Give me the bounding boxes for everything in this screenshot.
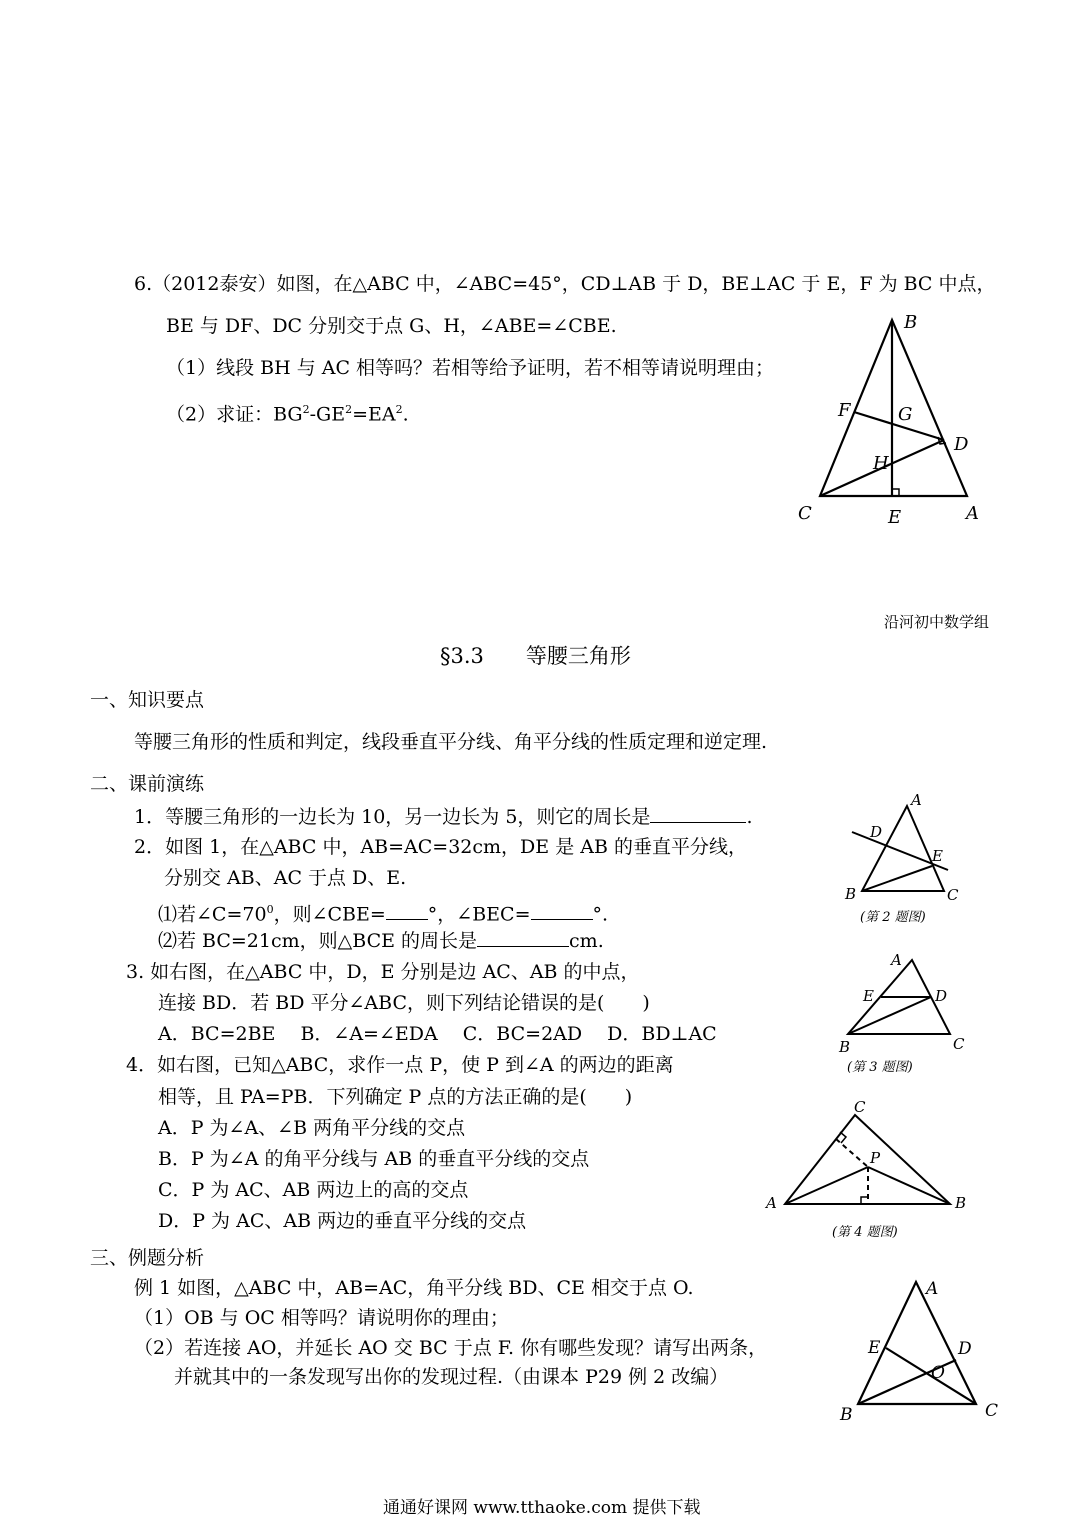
part2-q4-option-a: A．P 为∠A、∠B 两角平分线的交点 — [158, 1117, 466, 1139]
part2-q3-line1: 3. 如右图，在△ABC 中，D，E 分别是边 AC、AB 的中点， — [126, 961, 640, 983]
footer: 通通好课网 www.tthaoke.com 提供下载 — [383, 1498, 701, 1518]
q1-answer-blank — [650, 804, 746, 823]
problem6-q2: （2）求证：$BG^2-GE^2=EA^2$. — [166, 403, 409, 426]
problem6-line1: 6.（2012泰安）如图，在△ABC 中，∠ABC=45°，CD⊥AB 于 D，BE⊥AC 于 E，F 为 BC 中点， — [134, 273, 996, 295]
part2-q2-sub1: ⑴若$\angle C=70^0$，则∠CBE= °，∠BEC= °. — [158, 903, 609, 926]
part2-q2-line2: 分别交 AB、AC 于点 D、E. — [164, 867, 407, 889]
part2-q4-option-b: B．P 为∠A 的角平分线与 AB 的垂直平分线的交点 — [158, 1148, 590, 1170]
fig6-label-c: C — [798, 503, 812, 524]
part3-q2-line2: 并就其中的一条发现写出你的发现过程.（由课本 P29 例 2 改编） — [174, 1366, 729, 1388]
problem6-figure — [790, 310, 990, 530]
fig6-label-a: A — [966, 503, 979, 524]
fig4-label-a: A — [766, 1194, 777, 1212]
problem6-q1: （1）线段 BH 与 AC 相等吗？若相等给予证明，若不相等请说明理由； — [166, 357, 775, 379]
section-title: §3.3 等腰三角形 — [440, 644, 631, 668]
part2-q4-option-d: D．P 为 AC、AB 两边的垂直平分线的交点 — [158, 1210, 527, 1232]
bec-blank — [531, 901, 593, 920]
fig3-label-b: B — [839, 1038, 851, 1056]
part3-heading: 三、例题分析 — [90, 1247, 205, 1269]
perimeter-blank — [477, 928, 569, 947]
fig4-label-c: C — [854, 1098, 866, 1116]
problem6-line2: BE 与 DF、DC 分别交于点 G、H，∠ABE=∠CBE. — [166, 315, 617, 337]
fig6-label-d: D — [954, 434, 969, 455]
example1-figure — [830, 1270, 1010, 1430]
figure-q4 — [760, 1095, 975, 1245]
part3-q1: （1）OB 与 OC 相等吗？请说明你的理由； — [134, 1307, 509, 1329]
fig2-label-b: B — [845, 885, 857, 903]
part2-heading: 二、课前演练 — [90, 773, 205, 795]
fig2-label-a: A — [911, 791, 922, 809]
fig3-label-d: D — [935, 987, 948, 1005]
part2-q2-line1: 2．如图 1，在△ABC 中，AB=AC=32cm，DE 是 AB 的垂直平分线， — [134, 836, 747, 858]
ex1-label-a: A — [926, 1279, 939, 1299]
fig3-label-e: E — [863, 987, 874, 1005]
part1-text: 等腰三角形的性质和判定，线段垂直平分线、角平分线的性质定理和逆定理. — [134, 731, 768, 753]
fig6-label-h: H — [873, 453, 889, 474]
part2-q4-line2: 相等，且 PA=PB．下列确定 P 点的方法正确的是( ) — [158, 1086, 633, 1108]
fig3-label-c: C — [953, 1035, 965, 1053]
figure-q2 — [840, 790, 970, 930]
group-name: 沿河初中数学组 — [884, 613, 990, 631]
fig2-caption: (第 2 题图) — [860, 910, 926, 925]
part2-q3-line2: 连接 BD．若 BD 平分∠ABC，则下列结论错误的是( ) — [158, 992, 650, 1014]
part2-q1: 1．等腰三角形的一边长为 10，另一边长为 5，则它的周长是 . — [134, 806, 753, 828]
fig2-label-e: E — [932, 847, 943, 865]
fig6-label-f: F — [838, 400, 851, 421]
fig3-label-a: A — [891, 951, 902, 969]
fig2-label-d: D — [870, 823, 883, 841]
ex1-label-c: C — [985, 1401, 999, 1421]
ex1-label-e: E — [868, 1338, 881, 1358]
fig6-label-g: G — [898, 404, 913, 425]
part2-q4-option-c: C．P 为 AC、AB 两边上的高的交点 — [158, 1179, 469, 1201]
ex1-label-b: B — [840, 1405, 853, 1425]
fig2-label-c: C — [947, 886, 959, 904]
ex1-label-d: D — [958, 1339, 972, 1359]
figure-q3 — [835, 950, 970, 1075]
ex1-label-o: O — [931, 1363, 945, 1383]
part1-heading: 一、知识要点 — [90, 689, 205, 711]
fig3-caption: (第 3 题图) — [847, 1060, 913, 1075]
fig6-label-e: E — [888, 507, 902, 528]
part2-q2-sub2: ⑵若 BC=21cm，则△BCE 的周长是 cm. — [158, 930, 604, 952]
part2-q3-options: A．BC=2BE B．∠A=∠EDA C．BC=2AD D．BD⊥AC — [158, 1023, 717, 1045]
fig4-label-b: B — [955, 1194, 967, 1212]
cbe-blank — [386, 901, 428, 920]
fig4-label-p: P — [870, 1149, 881, 1167]
part3-example1: 例 1 如图，△ABC 中，AB=AC，角平分线 BD、CE 相交于点 O. — [134, 1277, 694, 1299]
part3-q2-line1: （2）若连接 AO，并延长 AO 交 BC 于点 F. 你有哪些发现？请写出两条， — [134, 1337, 768, 1359]
fig6-label-b: B — [904, 312, 918, 333]
fig4-caption: (第 4 题图) — [832, 1225, 898, 1240]
part2-q4-line1: 4．如右图，已知△ABC，求作一点 P，使 P 到∠A 的两边的距离 — [126, 1054, 674, 1076]
